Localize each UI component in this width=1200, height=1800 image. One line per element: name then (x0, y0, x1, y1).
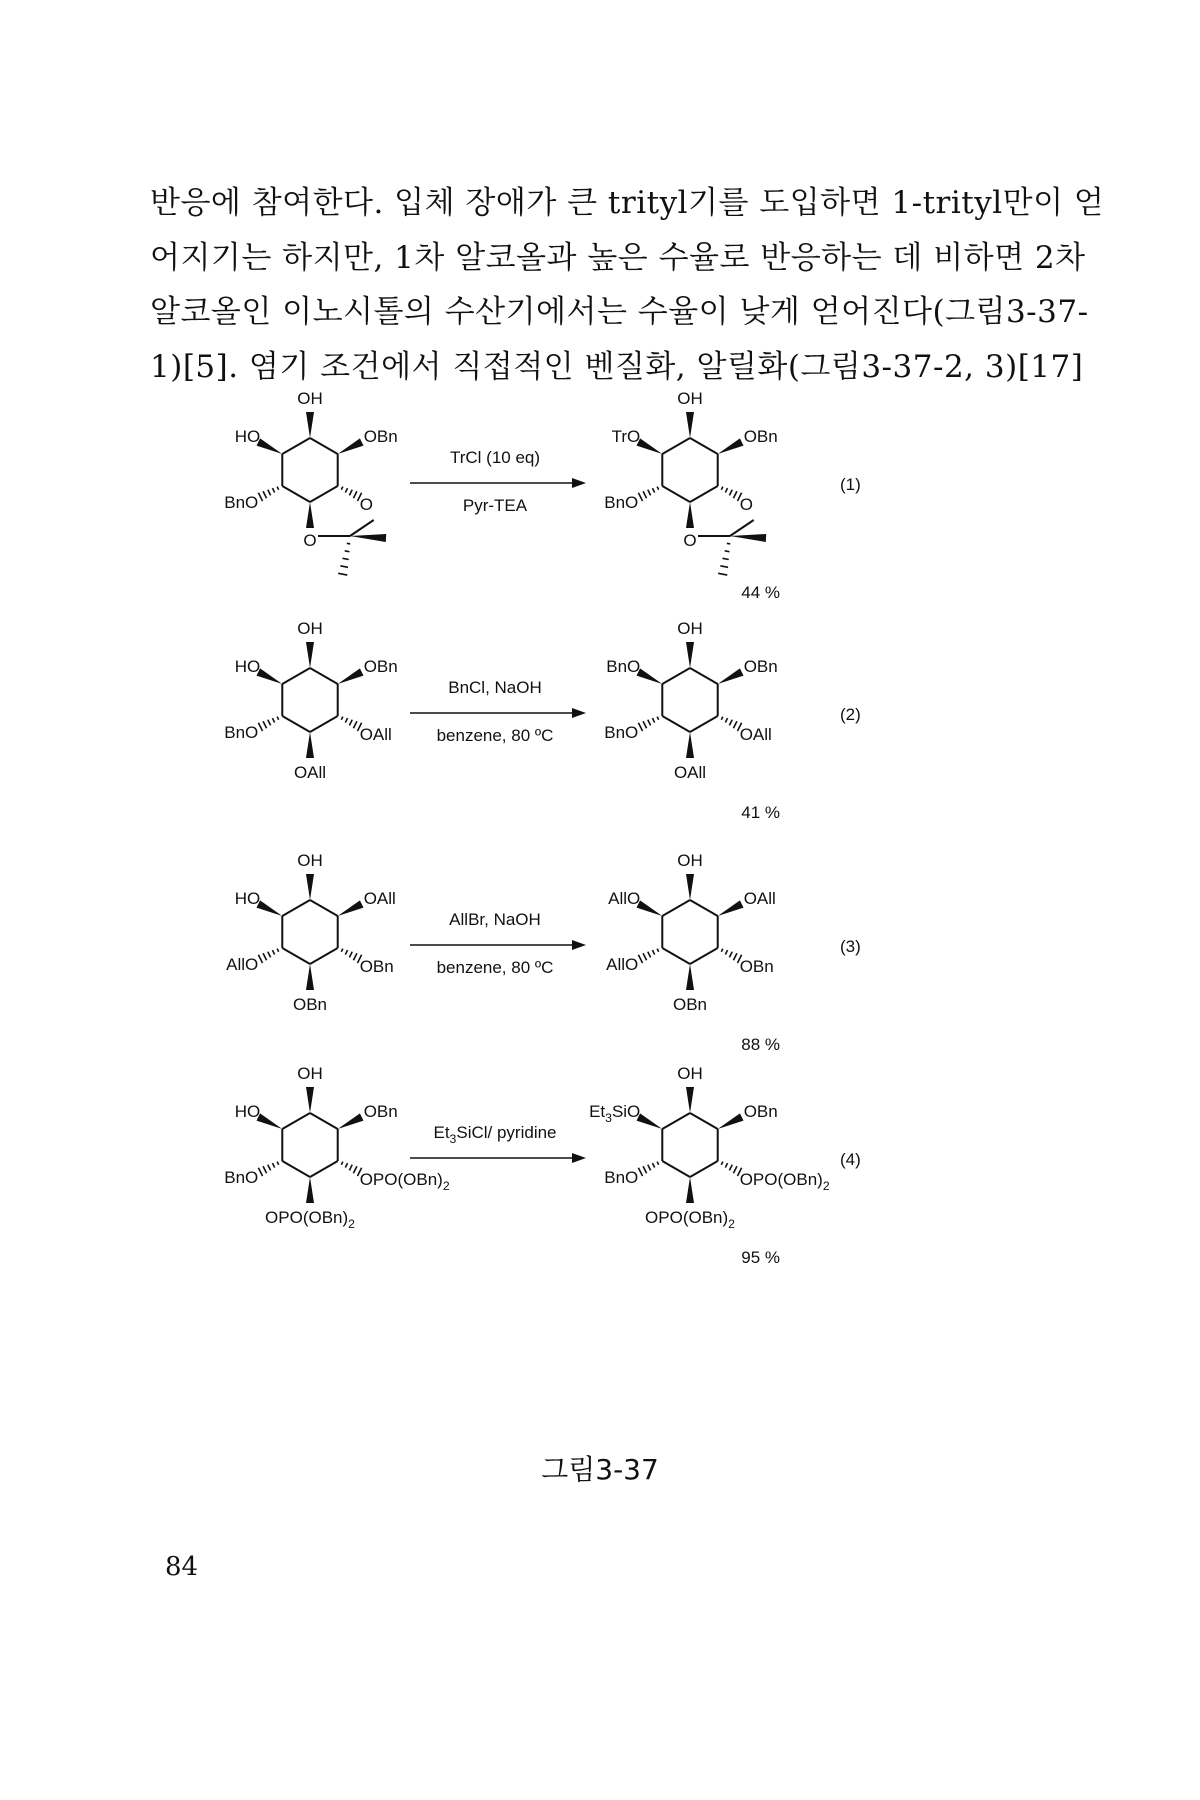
hash-line (341, 487, 343, 490)
wedge-bond (686, 964, 694, 990)
paragraph-line: 알코올인 이노시톨의 수산기에서는 수율이 낮게 얻어진다(그림3-37- (150, 294, 1089, 330)
wedge-bond (306, 964, 314, 990)
hash-line (349, 720, 352, 726)
ring-bond (662, 716, 690, 732)
reagent-label: $Et_3SiCl/$ pyridine (433, 1123, 557, 1146)
hashed-bond (341, 1162, 361, 1176)
hash-line (723, 558, 729, 559)
hash-line (638, 723, 642, 731)
hash-line (349, 1165, 352, 1171)
substituent-label: OBn (672, 995, 708, 1014)
hashed-bond (721, 487, 741, 501)
wedge-bond (718, 668, 744, 684)
wedge-bond (306, 502, 314, 528)
hash-line (721, 487, 723, 490)
ring-bond (310, 668, 338, 684)
substituent-label: BnO (606, 657, 641, 676)
wedge-bond (718, 900, 744, 916)
wedge-bond (686, 874, 694, 900)
hash-line (725, 1163, 727, 1167)
substituent-label: OH (297, 1064, 323, 1083)
ring-bond (282, 1161, 310, 1177)
ring-bond (310, 1161, 338, 1177)
hash-line (268, 720, 271, 726)
ring-bond (310, 900, 338, 916)
ring-bond (662, 1113, 690, 1129)
ring-bond (662, 900, 690, 916)
hashed-bond (258, 487, 278, 501)
wedge-bond (686, 732, 694, 758)
hash-line (643, 491, 646, 498)
substituent-label: OH (677, 619, 703, 638)
wedge-bond (256, 1113, 282, 1129)
hash-line (263, 721, 266, 728)
hash-line (353, 491, 356, 498)
substituent-label: HO (234, 657, 261, 676)
wedge-bond (306, 642, 314, 668)
hash-line (263, 1166, 266, 1173)
ring-bond (310, 486, 338, 502)
hash-line (268, 490, 271, 496)
ring-bond (662, 1161, 690, 1177)
hash-line (652, 488, 654, 492)
wedge-bond (306, 1177, 314, 1203)
reaction-number: (2) (840, 705, 861, 724)
page-number: 84 (165, 1552, 199, 1582)
hashed-bond (341, 487, 361, 501)
reagent-label: TrCl (10 eq) (449, 448, 541, 467)
hashed-bond (638, 717, 658, 731)
hash-line (353, 953, 356, 960)
substituent-label: OBn (743, 1102, 778, 1121)
hash-line (341, 1162, 343, 1165)
hash-line (733, 1166, 736, 1173)
hash-line (345, 718, 347, 722)
reagent-label: Pyr-TEA (462, 496, 528, 515)
hash-line (729, 490, 732, 496)
wedge-bond (256, 438, 282, 454)
hashed-bond (258, 949, 278, 963)
wedge-bond (686, 1177, 694, 1203)
ring-bond (282, 948, 310, 964)
reagent-label: AllBr, NaOH (449, 910, 541, 929)
hashed-bond (721, 717, 741, 731)
substituent-label: $OPO(OBn)_2$ (265, 1208, 355, 1231)
wedge-bond (636, 438, 662, 454)
hash-line (718, 573, 727, 575)
ring-bond (282, 486, 310, 502)
ring-bond (310, 1113, 338, 1129)
ring-bond (282, 1113, 310, 1129)
substituent-label: AllO (606, 955, 639, 974)
substituent-label: $OPO(OBn)_2$ (739, 1170, 830, 1193)
ring-bond (282, 668, 310, 684)
substituent-label: OBn (743, 657, 778, 676)
hash-line (341, 949, 343, 952)
figure-caption: 그림3-37 (541, 1453, 659, 1486)
substituent-label: OH (677, 1064, 703, 1083)
hash-line (277, 1162, 279, 1165)
wedge-bond (636, 668, 662, 684)
hash-line (648, 720, 651, 726)
hash-line (729, 720, 732, 726)
hashed-bond (341, 717, 361, 731)
substituent-label: BnO (604, 1168, 639, 1187)
substituent-label: AllO (608, 889, 641, 908)
ring-bond (690, 1113, 718, 1129)
wedge-bond (338, 900, 364, 916)
hash-line (721, 1162, 723, 1165)
methyl-hashed (338, 543, 350, 575)
reagent-label: BnCl, NaOH (448, 678, 542, 697)
wedge-bond (686, 502, 694, 528)
hash-line (272, 718, 274, 722)
hash-line (277, 717, 279, 720)
ring-bond (282, 438, 310, 454)
methyl-wedge (730, 534, 766, 542)
reaction-number: (3) (840, 937, 861, 956)
substituent-label: OAll (293, 763, 327, 782)
wedge-bond (338, 1113, 364, 1129)
hash-line (725, 718, 727, 722)
substituent-label: AllO (226, 955, 259, 974)
hash-line (729, 1165, 732, 1171)
substituent-label: BnO (224, 493, 259, 512)
hash-line (648, 1165, 651, 1171)
paragraph-line: 반응에 참여한다. 입체 장애가 큰 trityl기를 도입하면 1-trityl만이 얻 (150, 185, 1105, 221)
substituent-label: HO (234, 427, 261, 446)
hash-line (733, 721, 736, 728)
ring-bond (662, 486, 690, 502)
substituent-label: OH (297, 389, 323, 408)
substituent-label: HO (234, 889, 261, 908)
hash-line (277, 487, 279, 490)
hash-line (345, 950, 347, 954)
yield-label: 88 % (741, 1035, 780, 1054)
ring-bond (690, 900, 718, 916)
wedge-bond (338, 668, 364, 684)
wedge-bond (718, 1113, 744, 1129)
arrow-head (572, 940, 586, 950)
substituent-label: TrO (611, 427, 641, 446)
wedge-bond (256, 668, 282, 684)
ring-bond (282, 716, 310, 732)
substituent-label: O (303, 531, 317, 550)
substituent-label: HO (234, 1102, 261, 1121)
substituent-label: BnO (604, 493, 639, 512)
substituent-label: $OPO(OBn)_2$ (645, 1208, 735, 1231)
substituent-label: O (359, 495, 373, 514)
hash-line (725, 551, 730, 552)
hash-line (727, 543, 730, 544)
wedge-bond (718, 438, 744, 454)
substituent-label: BnO (224, 1168, 259, 1187)
hash-line (657, 949, 659, 952)
substituent-label: OAll (743, 889, 776, 908)
substituent-label: OH (677, 851, 703, 870)
hash-line (648, 952, 651, 958)
substituent-label: OBn (292, 995, 328, 1014)
wedge-bond (256, 900, 282, 916)
reaction-number: (1) (840, 475, 861, 494)
hash-line (353, 1166, 356, 1173)
hash-line (638, 493, 642, 501)
substituent-label: OH (297, 851, 323, 870)
wedge-bond (636, 1113, 662, 1129)
hashed-bond (341, 949, 361, 963)
substituent-label: O (739, 495, 753, 514)
hash-line (721, 949, 723, 952)
ring-bond (690, 1161, 718, 1177)
hashed-bond (721, 949, 741, 963)
hash-line (345, 1163, 347, 1167)
reaction-scheme (200, 389, 1000, 1440)
wedge-bond (636, 900, 662, 916)
substituent-label: OBn (363, 657, 398, 676)
hash-line (277, 949, 279, 952)
hash-line (652, 950, 654, 954)
hash-line (725, 488, 727, 492)
ring-bond (662, 438, 690, 454)
acetonide-bond (350, 520, 374, 536)
reagent-label: benzene, 80 ºC (436, 726, 554, 745)
hash-line (729, 952, 732, 958)
hash-line (638, 1168, 642, 1176)
hash-line (638, 955, 642, 963)
hash-line (258, 1168, 262, 1176)
methyl-wedge (350, 534, 386, 542)
substituent-label: OAll (739, 725, 772, 744)
hash-line (725, 950, 727, 954)
substituent-label: OBn (363, 427, 398, 446)
hash-line (657, 717, 659, 720)
hashed-bond (258, 717, 278, 731)
hash-line (338, 573, 347, 575)
reaction-number: (4) (840, 1150, 861, 1169)
hash-line (648, 490, 651, 496)
hash-line (272, 950, 274, 954)
hash-line (341, 717, 343, 720)
hash-line (268, 952, 271, 958)
hash-line (643, 1166, 646, 1173)
hash-line (258, 723, 262, 731)
hash-line (652, 718, 654, 722)
hash-line (657, 1162, 659, 1165)
hash-line (643, 721, 646, 728)
reagent-label: benzene, 80 ºC (436, 958, 554, 977)
ring-bond (690, 438, 718, 454)
hash-line (353, 721, 356, 728)
hashed-bond (638, 949, 658, 963)
hash-line (349, 952, 352, 958)
acetonide-bond (730, 520, 754, 536)
substituent-label: OBn (743, 427, 778, 446)
wedge-bond (306, 1087, 314, 1113)
yield-label: 44 % (741, 583, 780, 602)
ring-bond (310, 948, 338, 964)
arrow-head (572, 1153, 586, 1163)
body-paragraph (150, 176, 1105, 394)
hash-line (263, 953, 266, 960)
substituent-label: OH (677, 389, 703, 408)
hashed-bond (721, 1162, 741, 1176)
wedge-bond (338, 438, 364, 454)
hash-line (643, 953, 646, 960)
substituent-label: BnO (604, 723, 639, 742)
ring-bond (690, 668, 718, 684)
wedge-bond (306, 874, 314, 900)
hash-line (258, 493, 262, 501)
ring-bond (690, 486, 718, 502)
substituent-label: $OPO(OBn)_2$ (359, 1170, 450, 1193)
ring-bond (690, 716, 718, 732)
ring-bond (690, 948, 718, 964)
hash-line (720, 566, 728, 567)
hash-line (652, 1163, 654, 1167)
hash-line (258, 955, 262, 963)
substituent-label: OBn (359, 957, 394, 976)
ring-bond (662, 668, 690, 684)
hashed-bond (258, 1162, 278, 1176)
hash-line (268, 1165, 271, 1171)
paragraph-line: 1)[5]. 염기 조건에서 직접적인 벤질화, 알릴화(그림3-37-2, 3)[17] (150, 348, 1084, 385)
hash-line (272, 1163, 274, 1167)
yield-label: 41 % (741, 803, 780, 822)
substituent-label: O (683, 531, 697, 550)
hash-line (349, 490, 352, 496)
wedge-bond (306, 412, 314, 438)
substituent-label: OAll (363, 889, 396, 908)
arrow-head (572, 478, 586, 488)
substituent-label: BnO (224, 723, 259, 742)
hash-line (733, 491, 736, 498)
substituent-label: OH (297, 619, 323, 638)
hash-line (721, 717, 723, 720)
paragraph-line: 어지기는 하지만, 1차 알코올과 높은 수율로 반응하는 데 비하면 2차 (150, 239, 1086, 276)
ring-bond (282, 900, 310, 916)
ring-bond (310, 716, 338, 732)
arrow-head (572, 708, 586, 718)
wedge-bond (306, 732, 314, 758)
substituent-label: $Et_3SiO$ (589, 1102, 641, 1125)
substituent-label: OAll (359, 725, 392, 744)
hash-line (733, 953, 736, 960)
hash-line (345, 488, 347, 492)
hash-line (657, 487, 659, 490)
hash-line (272, 488, 274, 492)
hash-line (343, 558, 349, 559)
substituent-label: OBn (739, 957, 774, 976)
ring-bond (310, 438, 338, 454)
methyl-hashed (718, 543, 730, 575)
substituent-label: OBn (363, 1102, 398, 1121)
wedge-bond (686, 642, 694, 668)
hash-line (345, 551, 350, 552)
hash-line (263, 491, 266, 498)
yield-label: 95 % (741, 1248, 780, 1267)
wedge-bond (686, 412, 694, 438)
hashed-bond (638, 487, 658, 501)
hash-line (347, 543, 350, 544)
hashed-bond (638, 1162, 658, 1176)
hash-line (340, 566, 348, 567)
wedge-bond (686, 1087, 694, 1113)
ring-bond (662, 948, 690, 964)
substituent-label: OAll (673, 763, 707, 782)
